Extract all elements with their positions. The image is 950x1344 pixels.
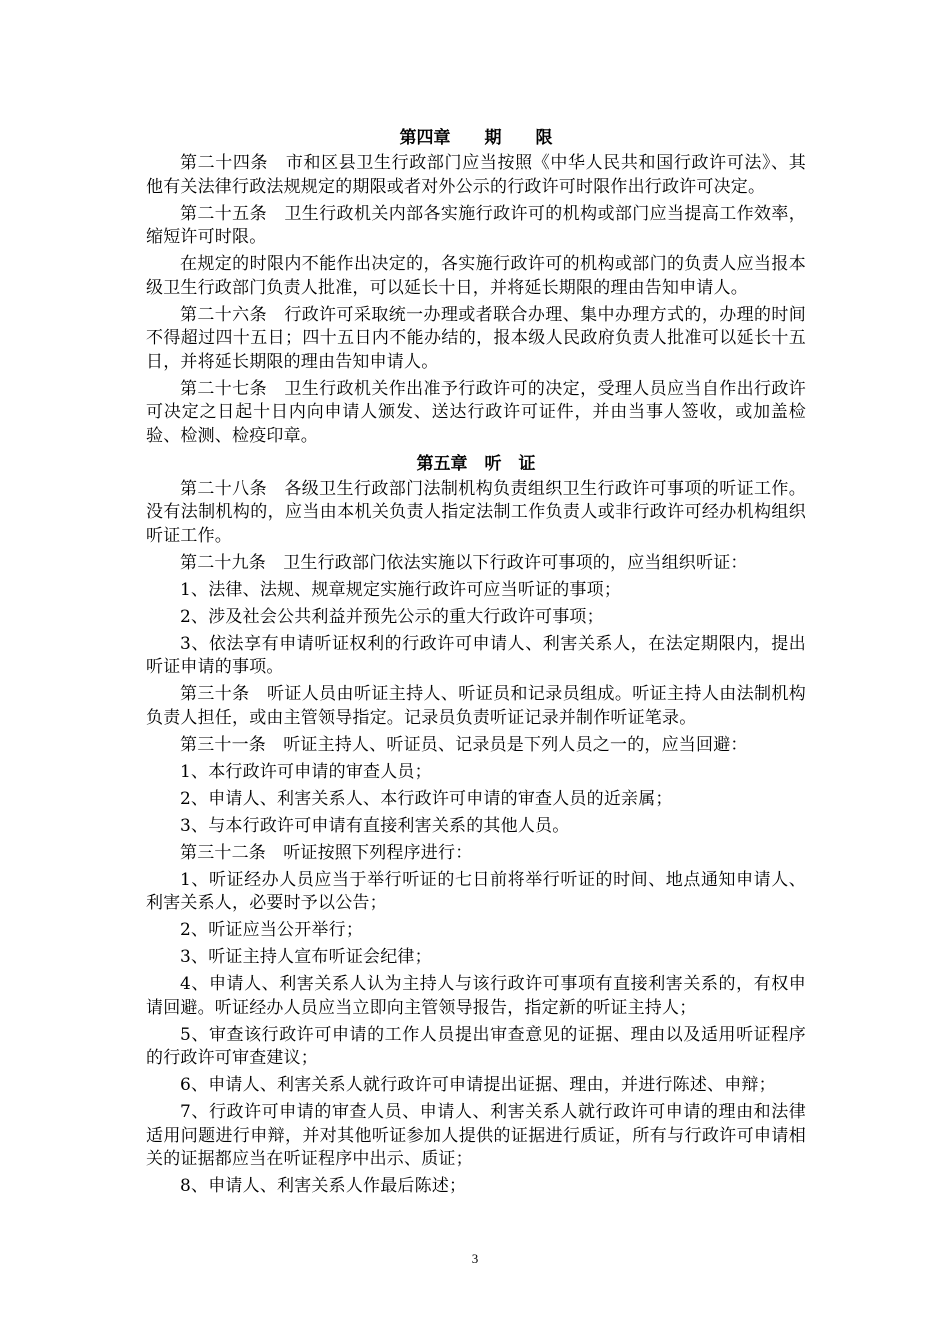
- article-32-item-1: 1、听证经办人员应当于举行听证的七日前将举行听证的时间、地点通知申请人、利害关系人，必要时予以公告；: [146, 869, 806, 913]
- article-31-item-1: 1、本行政许可申请的审查人员；: [180, 761, 432, 782]
- article-31: 第三十一条 听证主持人、听证员、记录员是下列人员之一的，应当回避：: [180, 734, 748, 755]
- article-32-item-5: 5、审查该行政许可申请的工作人员提出审查意见的证据、理由以及适用听证程序的行政许可审查建议；: [146, 1024, 806, 1068]
- page-number: 3: [471, 1251, 479, 1266]
- article-30: 第三十条 听证人员由听证主持人、听证员和记录员组成。听证主持人由法制机构负责人担任，或由主管领导指定。记录员负责听证记录并制作听证笔录。: [146, 684, 806, 728]
- article-31-item-3: 3、与本行政许可申请有直接利害关系的其他人员。: [180, 815, 570, 836]
- article-29-item-3: 3、依法享有申请听证权利的行政许可申请人、利害关系人，在法定期限内，提出听证申请的事项。: [146, 633, 806, 677]
- article-29-item-2: 2、涉及社会公共利益并预先公示的重大行政许可事项；: [180, 606, 604, 627]
- article-29-item-1: 1、法律、法规、规章规定实施行政许可应当听证的事项；: [180, 579, 622, 600]
- article-32-item-8: 8、申请人、利害关系人作最后陈述；: [180, 1176, 467, 1196]
- article-27: 第二十七条 卫生行政机关作出准予行政许可的决定，受理人员应当自作出行政许可决定之日起十日内向申请人颁发、送达行政许可证件，并由当事人签收，或加盖检验、检测、检疫印章。: [146, 378, 806, 446]
- article-32-item-2: 2、听证应当公开举行；: [180, 920, 364, 940]
- article-28: 第二十八条 各级卫生行政部门法制机构负责组织卫生行政许可事项的听证工作。没有法制机构的，应当由本机关负责人指定法制工作负责人或非行政许可经办机构组织听证工作。: [146, 478, 806, 546]
- article-32-item-4: 4、申请人、利害关系人认为主持人与该行政许可事项有直接利害关系的，有权申请回避。听证经办人员应当立即向主管领导报告，指定新的听证主持人；: [146, 974, 806, 1018]
- article-32-item-3: 3、听证主持人宣布听证会纪律；: [180, 947, 432, 967]
- article-26: 第二十六条 行政许可采取统一办理或者联合办理、集中办理方式的，办理的时间不得超过四十五日；四十五日内不能办结的，报本级人民政府负责人批准可以延长十五日，并将延长期限的理由告知申请人。: [146, 304, 806, 372]
- article-29: 第二十九条 卫生行政部门依法实施以下行政许可事项的，应当组织听证：: [180, 552, 748, 573]
- article-25-extension: 在规定的时限内不能作出决定的，各实施行政许可的机构或部门的负责人应当报本级卫生行政部门负责人批准，可以延长十日，并将延长期限的理由告知申请人。: [146, 254, 806, 298]
- document-page: [146, 124, 806, 1202]
- article-25: 第二十五条 卫生行政机关内部各实施行政许可的机构或部门应当提高工作效率，缩短许可时限。: [146, 203, 806, 247]
- article-32-item-7: 7、行政许可申请的审查人员、申请人、利害关系人就行政许可申请的理由和法律适用问题进行申辩，并对其他听证参加人提供的证据进行质证，所有与行政许可申请相关的证据都应当在听证程序中出示、质证；: [146, 1102, 806, 1169]
- chapter-4-title: 第四章 期 限: [399, 128, 553, 148]
- article-32: 第三十二条 听证按照下列程序进行：: [180, 842, 473, 863]
- article-32-item-6: 6、申请人、利害关系人就行政许可申请提出证据、理由，并进行陈述、申辩；: [180, 1075, 776, 1095]
- article-31-item-2: 2、申请人、利害关系人、本行政许可申请的审查人员的近亲属；: [180, 788, 673, 809]
- chapter-5-title: 第五章 听 证: [416, 453, 536, 474]
- article-24: 第二十四条 市和区县卫生行政部门应当按照《中华人民共和国行政许可法》、其他有关法律行政法规规定的期限或者对外公示的行政许可时限作出行政许可决定。: [146, 153, 806, 197]
